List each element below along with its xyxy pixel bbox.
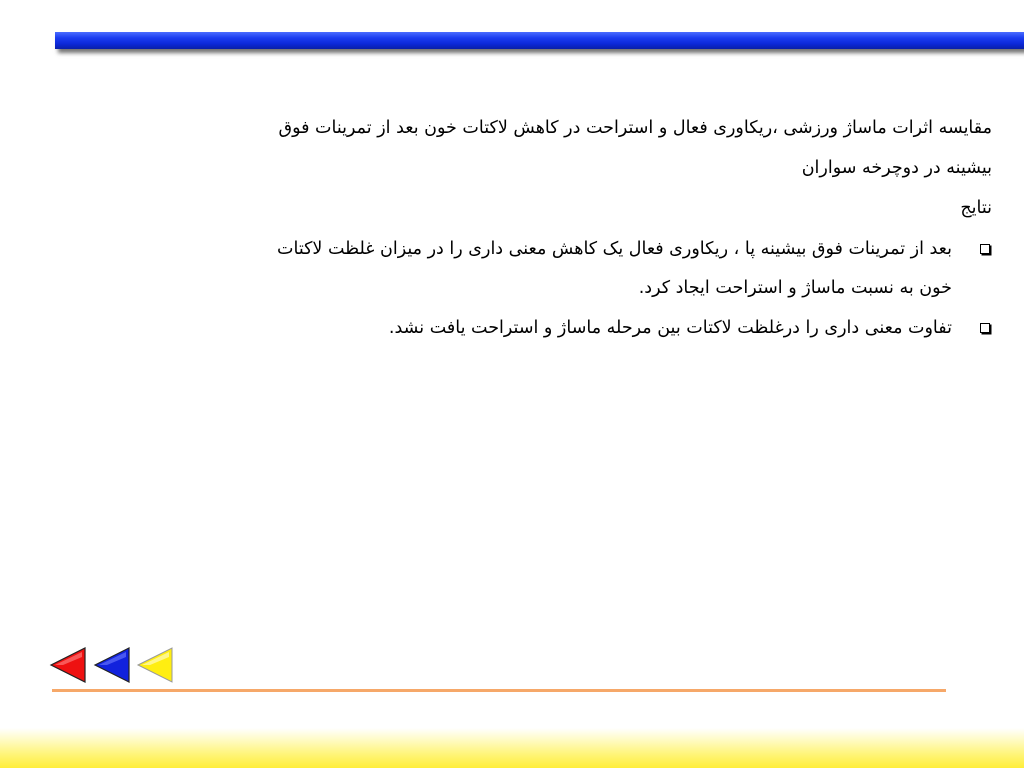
list-item	[48, 230, 992, 308]
slide-title-line-1: مقایسه اثرات ماساژ ورزشی ،ریکاوری فعال و استراحت در کاهش لاکتات خون بعد از تمرینات فوق	[278, 118, 992, 138]
slide-navigation	[49, 646, 177, 686]
square-bullet-icon	[980, 244, 990, 254]
bullet-2-line-1: تفاوت معنی داری را درغلظت لاکتات بین مرحله ماساژ و استراحت یافت نشد.	[388, 318, 952, 338]
top-header-bar	[55, 32, 1024, 49]
slide-content	[48, 108, 992, 348]
slide-title-line-2: بیشینه در دوچرخه سواران	[801, 158, 992, 178]
square-bullet-icon	[980, 323, 990, 333]
slide-title	[48, 108, 992, 188]
footer-rule	[52, 689, 946, 692]
results-list	[48, 230, 992, 348]
footer-band	[0, 728, 1024, 768]
nav-button-blue[interactable]	[95, 648, 129, 682]
nav-button-yellow[interactable]	[138, 648, 172, 682]
bullet-1-line-2: خون به نسبت ماساژ و استراحت ایجاد کرد.	[638, 278, 952, 298]
bullet-1-line-1: بعد از تمرینات فوق بیشینه پا ، ریکاوری فعال یک کاهش معنی داری را در میزان غلظت لاکتات	[277, 239, 952, 259]
nav-button-red[interactable]	[51, 648, 85, 682]
section-heading: نتایج	[960, 198, 992, 218]
list-item	[48, 309, 992, 348]
